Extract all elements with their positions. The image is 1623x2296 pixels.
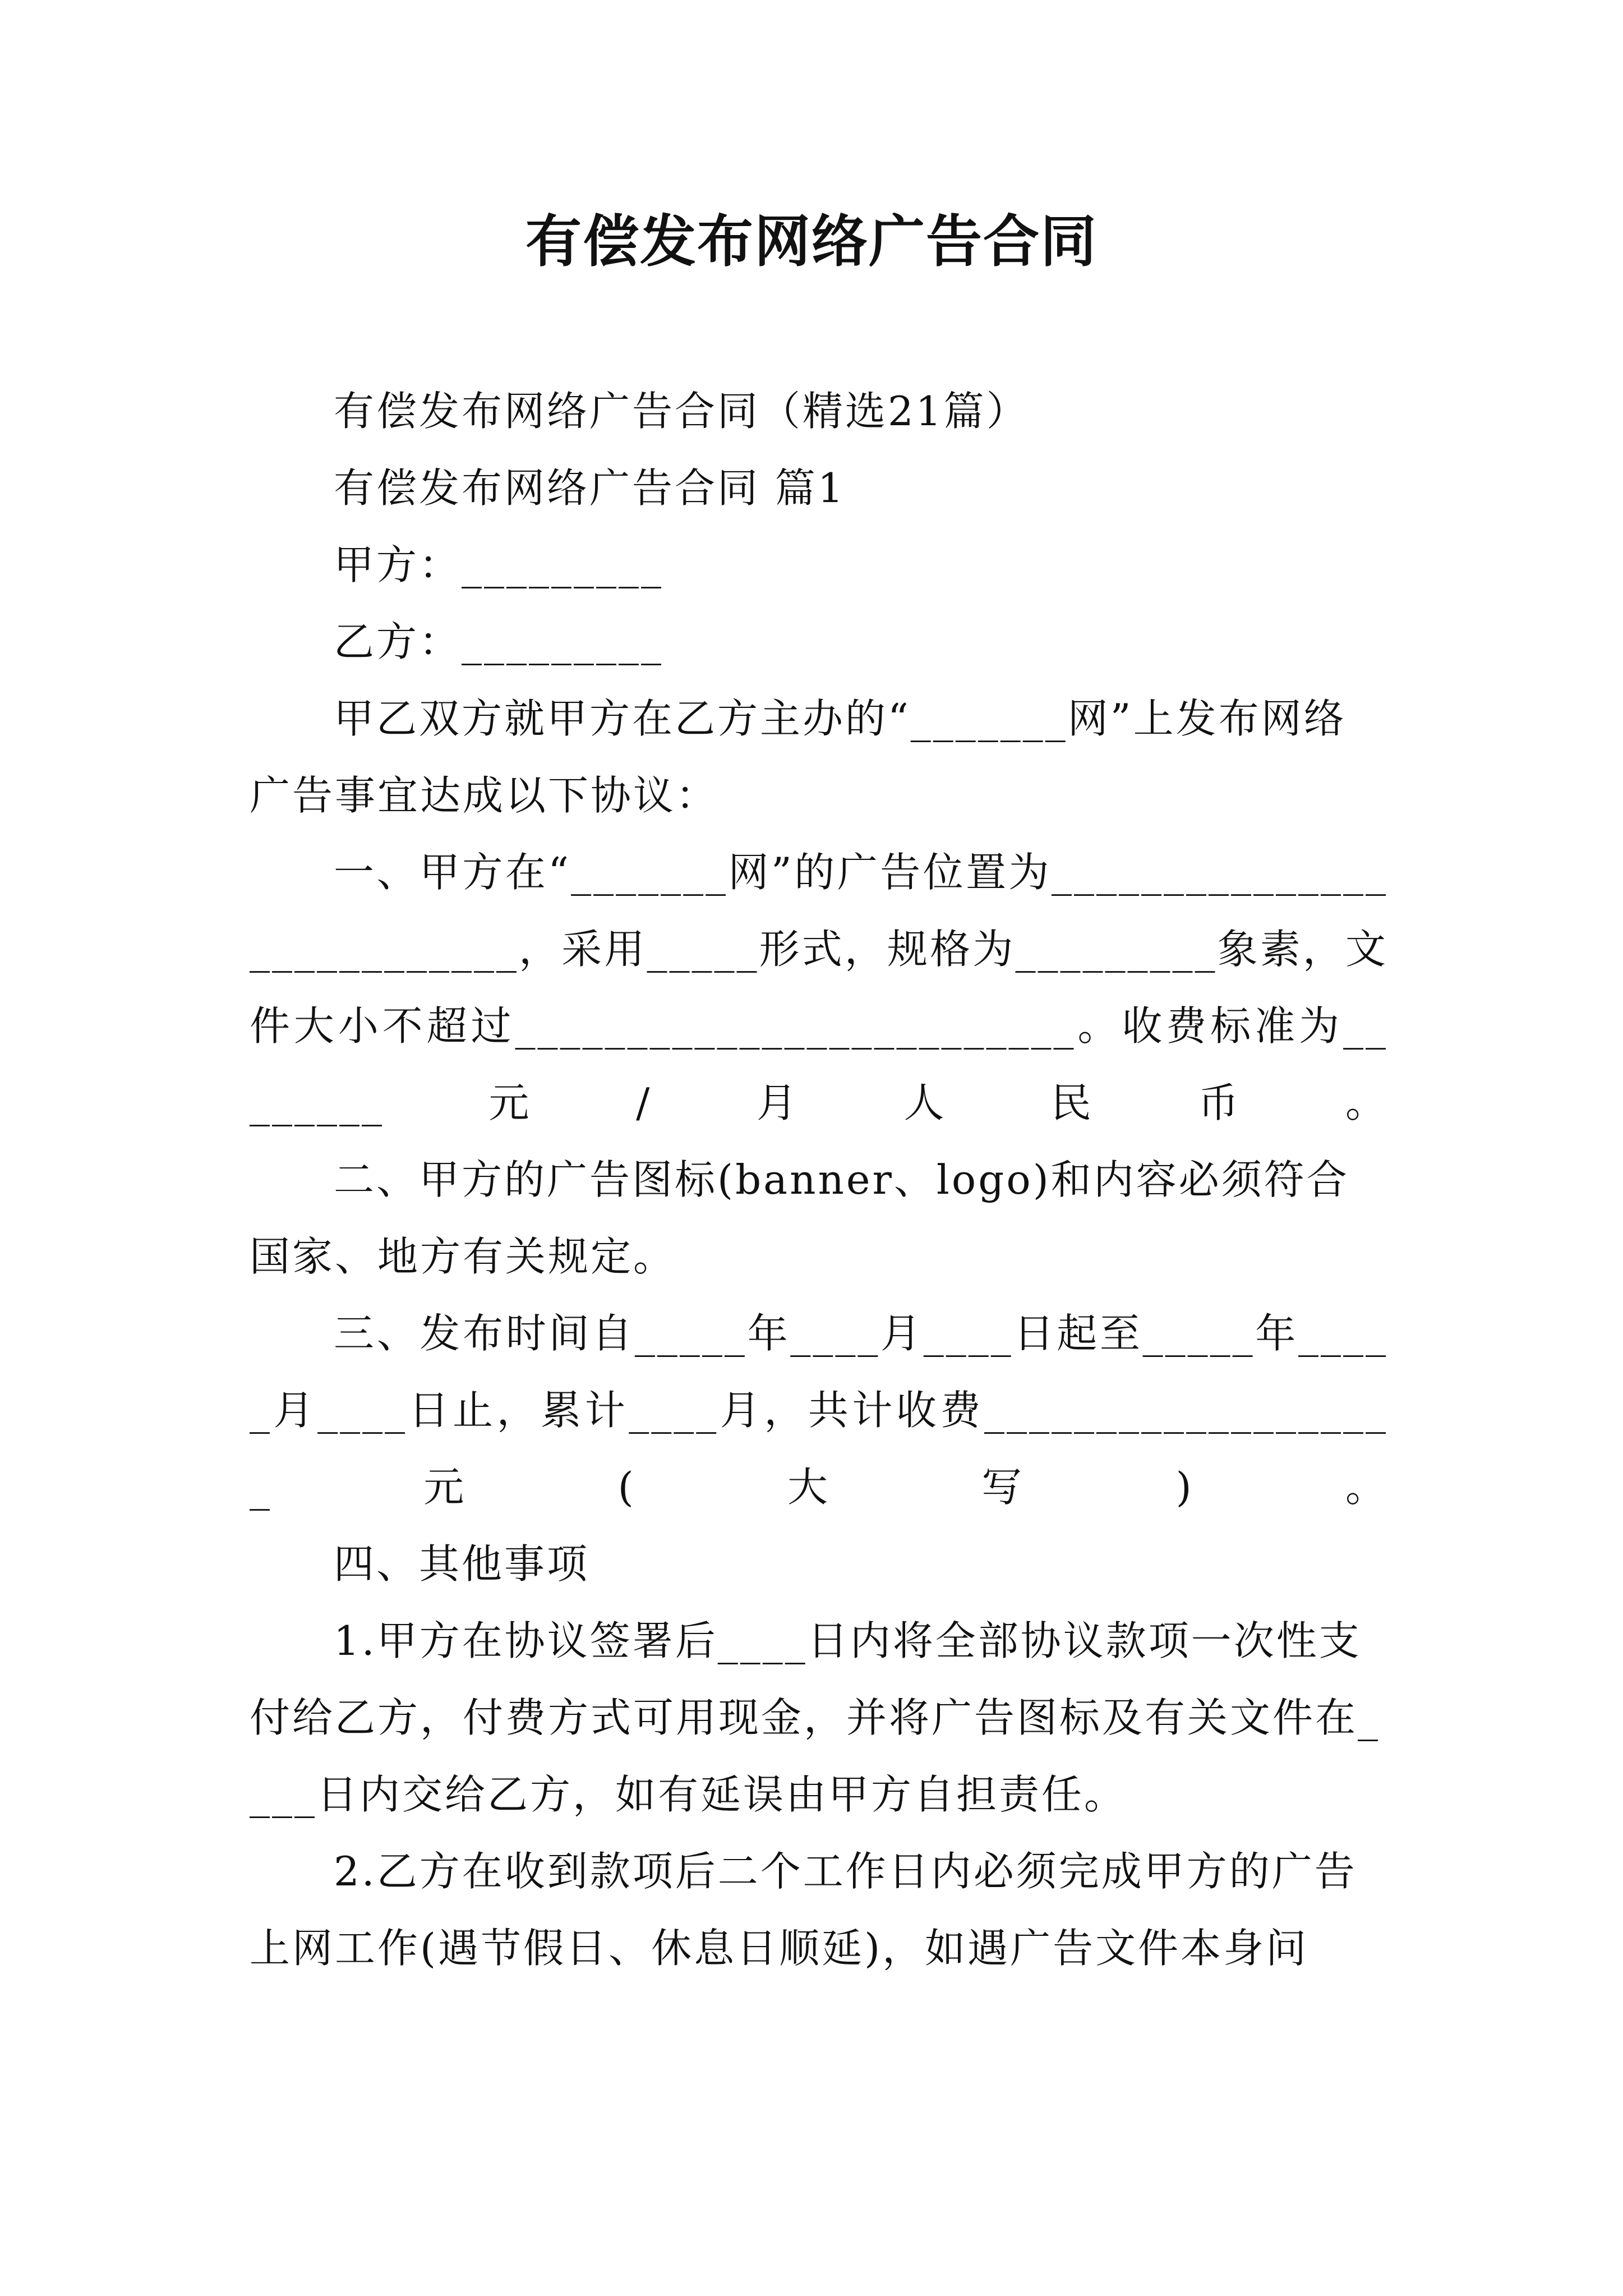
subtitle-line: 有偿发布网络广告合同（精选21篇） — [334, 388, 1029, 435]
section-heading: 有偿发布网络广告合同 篇1 — [334, 464, 846, 512]
clause-4-heading: 四、其他事项 — [334, 1540, 590, 1588]
party-b-line: 乙方：_________ — [334, 618, 664, 665]
clause-2: 二、甲方的广告图标(banner、logo)和内容必须符合国家、地方有关规定。 — [250, 1156, 1349, 1280]
clause-4-item-2: 2.乙方在收到款项后二个工作日内必须完成甲方的广告上网工作(遇节假日、休息日顺延)，如遇广告文件本身问 — [250, 1848, 1357, 1972]
clause-4-item-1: 1.甲方在协议签署后____日内将全部协议款项一次性支付给乙方，付费方式可用现金，并将广告图标及有关文件在____日内交给乙方，如有延误由甲方自担责任。 — [250, 1617, 1381, 1818]
document-body — [250, 373, 1388, 1987]
agreement-intro: 甲乙双方就甲方在乙方主办的“_______网”上发布网络广告事宜达成以下协议： — [250, 695, 1347, 819]
document-title: 有偿发布网络广告合同 — [525, 208, 1098, 274]
clause-1: 一、甲方在“_______网”的广告位置为___________________________，采用_____形式，规格为_________象素，文件大小不超过_________________________。收费标准为________元/月人民币。 — [250, 849, 1388, 1126]
party-a-line: 甲方：_________ — [334, 541, 664, 588]
clause-3: 三、发布时间自_____年____月____日起至_____年_____月____日止，累计____月，共计收费___________________元(大写)。 — [250, 1310, 1388, 1511]
